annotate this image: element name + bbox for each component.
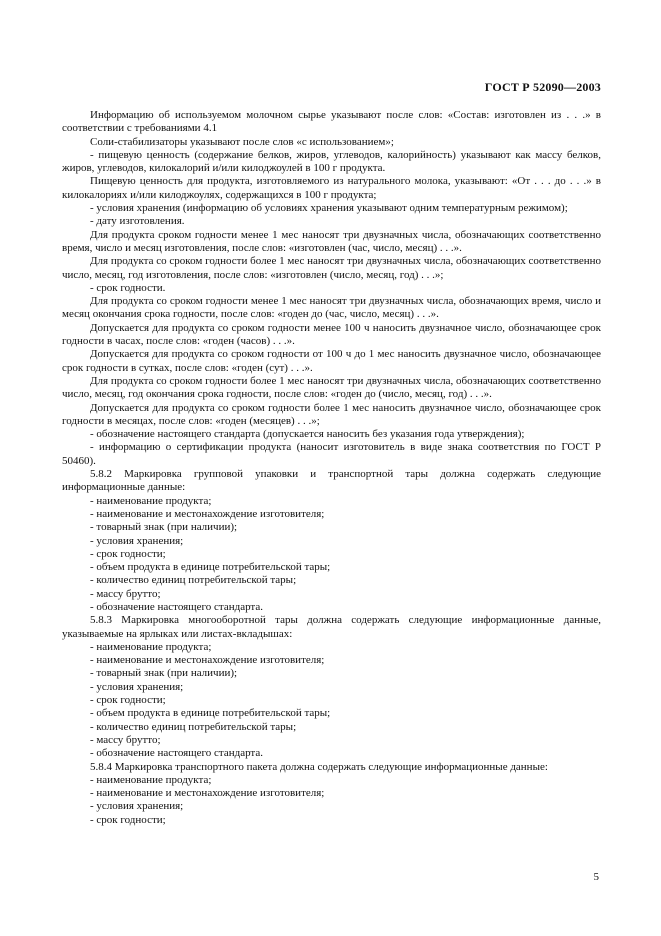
paragraph: Для продукта со сроком годности более 1 мес наносят три двузначных числа, обозначающих соответственно число, месяц, год изготовления, после слов: «изготовлен (число, месяц, год) . . .»;	[62, 255, 601, 281]
paragraph: - срок годности;	[90, 694, 166, 707]
paragraph: - срок годности;	[90, 813, 166, 826]
paragraph: Для продукта со сроком годности менее 1 мес наносят три двузначных числа, обозначающих время, число и месяц окончания срока годности, после слов: «годен до (час, число, месяц) . . .».	[62, 295, 601, 321]
paragraph: - количество единиц потребительской тары;	[90, 720, 297, 733]
paragraph: - обозначение настоящего стандарта.	[90, 600, 264, 613]
paragraph: - дату изготовления.	[90, 215, 185, 228]
paragraph: Для продукта со сроком годности более 1 мес наносят три двузначных числа, обозначающих соответственно число, месяц, год окончания срока годности, после слов: «годен до (число, месяц, год) . . .».	[62, 374, 601, 401]
paragraph: - обозначение настоящего стандарта (допускается наносить без указания года утверждения);	[90, 428, 525, 441]
paragraph: - условия хранения (информацию об условиях хранения указывают одним температурным режимом);	[90, 202, 568, 215]
paragraph: - наименование и местонахождение изготовителя;	[90, 787, 325, 800]
paragraph: 5.8.4 Маркировка транспортного пакета должна содержать следующие информационные данные:	[90, 760, 548, 773]
paragraph: Соли-стабилизаторы указывают после слов «с использованием»;	[90, 135, 394, 148]
paragraph: 5.8.3 Маркировка многооборотной тары должна содержать следующие информационные данные, указываемые на ярлыках или листах-вкладышах:	[62, 614, 601, 640]
paragraph: - массу брутто;	[90, 733, 161, 746]
paragraph: - информацию о сертификации продукта (наносит изготовитель в виде знака соответствия по ГОСТ Р 50460).	[62, 441, 601, 467]
paragraph: - объем продукта в единице потребительской тары;	[90, 707, 331, 720]
paragraph: - срок годности;	[90, 547, 166, 560]
paragraph: - товарный знак (при наличии);	[90, 667, 238, 680]
paragraph: Допускается для продукта со сроком годности от 100 ч до 1 мес наносить двузначное число, обозначающее срок годности в сутках, после слов: «годен (сут) . . .».	[62, 348, 601, 374]
paragraph: Для продукта сроком годности менее 1 мес наносят три двузначных числа, обозначающих соответственно время, число и месяц изготовления, после слов: «изготовлен (час, число, месяц) . . .».	[62, 228, 601, 254]
paragraph: Информацию об используемом молочном сырье указывают после слов: «Состав: изготовлен из . . .» в соответствии с требованиями 4.1	[62, 109, 601, 135]
paragraph: - массу брутто;	[90, 587, 161, 600]
paragraph: - товарный знак (при наличии);	[90, 521, 238, 534]
paragraph: - условия хранения;	[90, 800, 184, 813]
paragraph: - срок годности.	[90, 281, 166, 294]
paragraph: - наименование и местонахождение изготовителя;	[90, 507, 325, 520]
paragraph: - объем продукта в единице потребительской тары;	[90, 561, 331, 574]
paragraph: - пищевую ценность (содержание белков, жиров, углеводов, калорийность) указывают как массу белков, жиров, углеводов, килокалорий и/или килоджоулей в 100 г продукта.	[62, 148, 601, 175]
page-number: 5	[593, 871, 599, 883]
paragraph: Пищевую ценность для продукта, изготовляемого из натурального молока, указывают: «От . . . до . . .» в килокалориях и/или килоджоулях, содержащихся в 100 г продукта;	[62, 175, 601, 201]
paragraph: - количество единиц потребительской тары;	[90, 574, 297, 587]
paragraph: - условия хранения;	[90, 534, 184, 547]
paragraph: Допускается для продукта со сроком годности более 1 мес наносить двузначное число, обозначающее срок годности в месяцах, после слов: «годен (месяцев) . . .»;	[62, 401, 601, 427]
document-header: ГОСТ Р 52090—2003	[484, 80, 601, 94]
paragraph: - наименование продукта;	[90, 494, 212, 507]
paragraph: - обозначение настоящего стандарта.	[90, 747, 264, 760]
paragraph: - наименование продукта;	[90, 640, 212, 653]
paragraph: 5.8.2 Маркировка групповой упаковки и транспортной тары должна содержать следующие информационные данные:	[62, 468, 601, 494]
document-body	[62, 109, 601, 827]
paragraph: - наименование и местонахождение изготовителя;	[90, 654, 325, 667]
paragraph: - условия хранения;	[90, 680, 184, 693]
paragraph: Допускается для продукта со сроком годности менее 100 ч наносить двузначное число, обозначающее срок годности в часах, после слов: «годен (часов) . . .».	[62, 321, 601, 348]
paragraph: - наименование продукта;	[90, 773, 212, 786]
